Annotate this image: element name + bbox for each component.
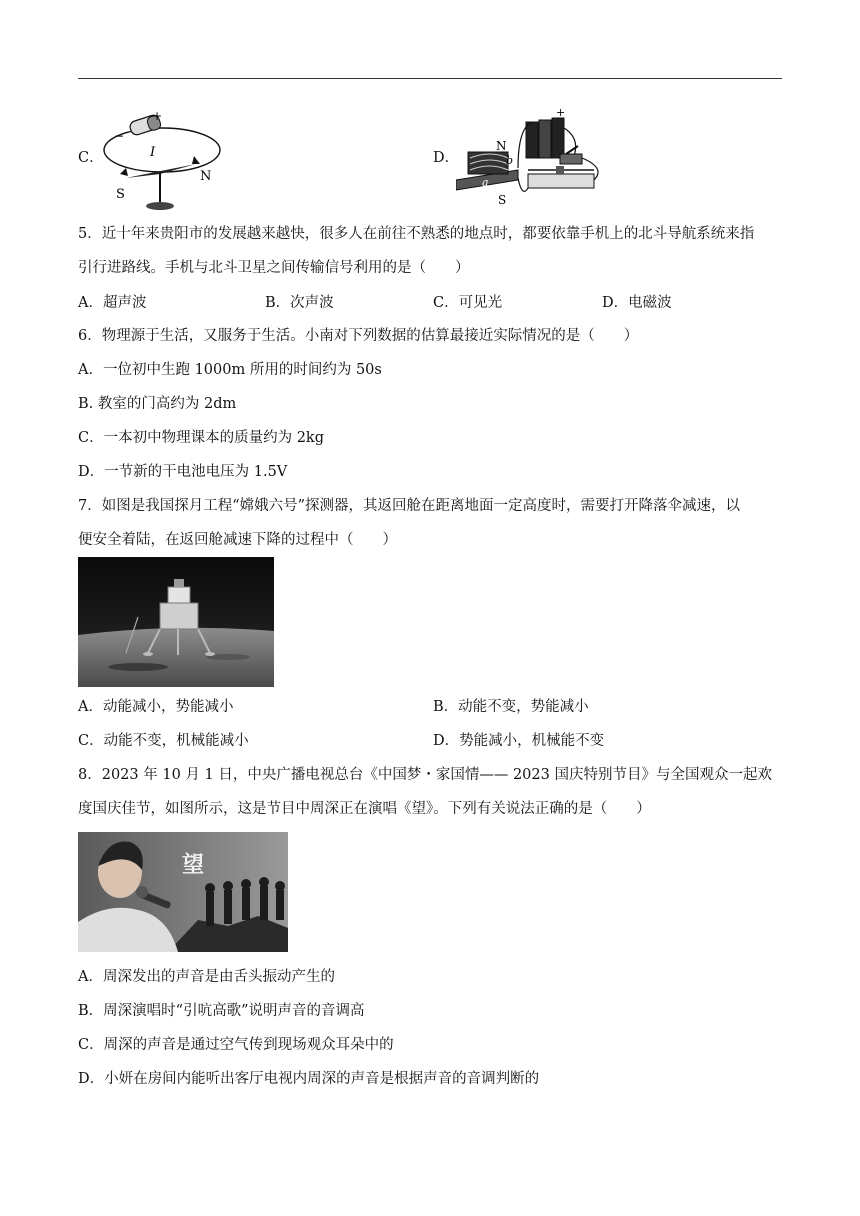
q7-stem-line2: 便安全着陆，在返回舱减速下降的过程中（ ）	[78, 532, 397, 548]
q8-option-c: C．周深的声音是通过空气传到现场观众耳朵中的	[78, 1037, 394, 1053]
figure-c-south: S	[116, 187, 125, 202]
q7-stem-line1: 7．如图是我国探月工程“嫦娥六号”探测器，其返回舱在距离地面一定高度时，需要打开降落伞减速，以	[78, 498, 741, 514]
q8-stem-line2: 度国庆佳节，如图所示，这是节目中周深正在演唱《望》。下列有关说法正确的是（ ）	[78, 801, 651, 817]
figure-c-plus: +	[152, 109, 163, 123]
figure-d-electromagnet-circuit	[456, 108, 616, 212]
figure-d-a: a	[482, 176, 489, 189]
q7-option-c: C．动能不变，机械能减小	[78, 733, 249, 749]
q7-option-a: A．动能减小，势能减小	[78, 699, 234, 715]
figure-c-compass-circuit	[96, 108, 226, 214]
q7-option-d: D．势能减小，机械能不变	[433, 733, 605, 749]
q6-option-d: D．一节新的干电池电压为 1.5V	[78, 464, 288, 480]
q6-stem: 6．物理源于生活，又服务于生活。小南对下列数据的估算最接近实际情况的是（ ）	[78, 328, 639, 344]
q8-option-b: B．周深演唱时“引吭高歌”说明声音的音调高	[78, 1003, 365, 1019]
figure-c-north: N	[200, 169, 212, 184]
q6-option-b: B. 教室的门高约为 2dm	[78, 396, 237, 412]
singer-photo	[78, 832, 288, 952]
figure-d-plus: +	[556, 108, 566, 119]
q5-option-a: A．超声波	[78, 295, 147, 311]
header-rule	[78, 78, 782, 79]
q5-option-c: C．可见光	[433, 295, 503, 311]
q8-option-a: A．周深发出的声音是由舌头振动产生的	[78, 969, 335, 985]
lander-photo	[78, 557, 274, 687]
q5-option-b: B．次声波	[265, 295, 334, 311]
figure-d-south: S	[498, 193, 507, 207]
q8-stem-line1: 8．2023 年 10 月 1 日，中央广播电视总台《中国梦・家国情—— 2023 国庆特别节目》与全国观众一起欢	[78, 767, 772, 783]
q5-stem-line1: 5．近十年来贵阳市的发展越来越快，很多人在前往不熟悉的地点时，都要依靠手机上的北斗导航系统来指	[78, 226, 755, 242]
figure-c-current: I	[150, 145, 156, 160]
q5-option-d: D．电磁波	[602, 295, 672, 311]
figure-d-label: D．	[433, 150, 460, 166]
figure-c-minus: −	[114, 129, 125, 143]
photo-caption-char: 望	[182, 852, 205, 878]
q8-option-d: D．小妍在房间内能听出客厅电视内周深的声音是根据声音的音调判断的	[78, 1071, 540, 1087]
figure-d-b: b	[506, 154, 514, 167]
q7-option-b: B．动能不变，势能减小	[433, 699, 589, 715]
figure-c-label: C．	[78, 150, 104, 166]
q6-option-a: A．一位初中生跑 1000m 所用的时间约为 50s	[78, 362, 382, 378]
q5-stem-line2: 引行进路线。手机与北斗卫星之间传输信号利用的是（ ）	[78, 260, 470, 276]
figure-d-north: N	[496, 139, 507, 153]
q6-option-c: C．一本初中物理课本的质量约为 2kg	[78, 430, 324, 446]
